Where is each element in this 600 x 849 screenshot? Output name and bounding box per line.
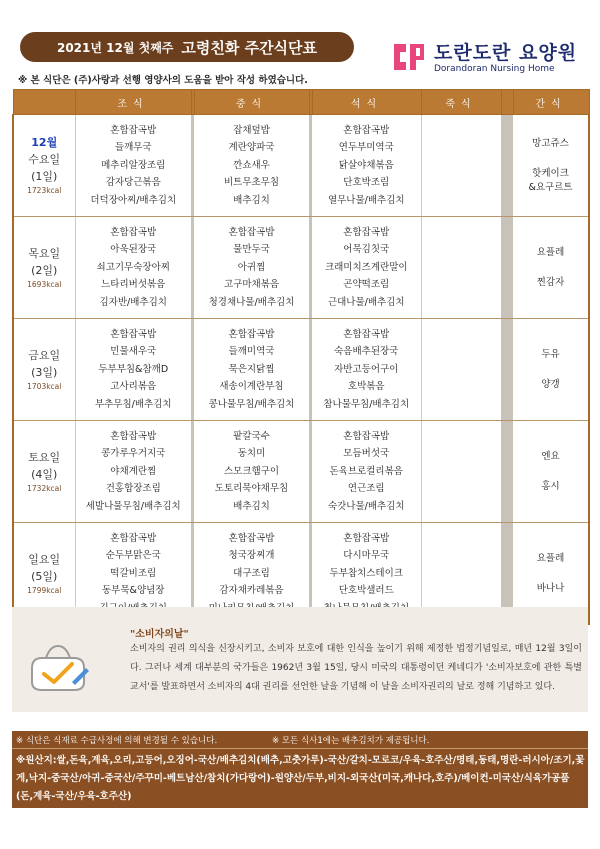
snack-header: 간식 — [513, 90, 589, 115]
day-name: 토요일 — [28, 450, 61, 464]
month-label: 12월 — [31, 136, 58, 149]
menu-item: 아욱된장국 — [110, 244, 157, 256]
menu-item: 혼합잡곡밥 — [110, 124, 157, 136]
breakfast-cell — [75, 115, 191, 217]
day-date: (1일) — [31, 170, 58, 183]
header-spacer — [501, 90, 513, 115]
breakfast-cell — [75, 217, 191, 319]
title-banner — [20, 32, 354, 62]
menu-item: 두부부침&참깨D — [98, 363, 169, 375]
night-cell — [421, 115, 501, 217]
day-date: (4일) — [31, 467, 58, 481]
menu-item: 배추김치 — [233, 194, 270, 206]
menu-item: 혼합잡곡밥 — [110, 532, 157, 544]
menu-item: 동치미 — [237, 448, 266, 460]
lunch-header: 중식 — [194, 90, 309, 115]
snack-item: 망고쥬스 — [532, 137, 569, 149]
menu-item: 세발나물무침/배추김치 — [85, 500, 181, 512]
snack-item: 요플레 — [536, 552, 565, 564]
snack-cell — [513, 217, 589, 319]
calorie-label: 1703kcal — [27, 381, 62, 391]
breakfast-header: 조식 — [75, 90, 191, 115]
menu-item: 배추김치 — [233, 500, 270, 512]
snack-item: 엔요 — [541, 450, 560, 462]
menu-item: 민물새우국 — [110, 346, 157, 358]
calorie-label: 1723kcal — [27, 186, 62, 195]
lunch-cell — [194, 115, 309, 217]
day-cell — [13, 115, 75, 217]
consumer-day-info — [12, 607, 588, 712]
day-row — [13, 115, 589, 217]
menu-item: 혼합잡곡밥 — [343, 124, 390, 136]
night-cell — [421, 421, 501, 523]
lunch-cell — [194, 319, 309, 421]
menu-item: 모듬버섯국 — [343, 448, 390, 460]
menu-item: 닭살야채볶음 — [338, 159, 394, 171]
menu-item: 고구마채볶음 — [223, 279, 280, 291]
menu-item: 떡갈비조림 — [110, 567, 157, 579]
menu-item: 잡채덮밥 — [233, 124, 270, 136]
menu-item: 혼합잡곡밥 — [228, 226, 275, 238]
menu-item: 혼합잡곡밥 — [228, 532, 275, 544]
menu-item: 연근조림 — [347, 483, 385, 495]
snack-item: 찐감자 — [536, 276, 565, 288]
day-name: 수요일 — [28, 153, 61, 166]
menu-item: 곤약떡조림 — [343, 279, 390, 291]
dinner-header: 석식 — [312, 90, 421, 115]
menu-item: 어묵김칫국 — [343, 244, 390, 256]
info-text: 소비자의 권리 의식을 신장시키고, 소비자 보호에 대한 인식을 높이기 위해 제정한 법정기념일로, 매년 12월 3일이다. 그러나 세계 대부분의 국가들은 1962년 3월 15일, 당시 미국의 대통령이던 케네디가 '소비자보호에 관한 특별교서'를 발표하면서 소비자의 4대 권리를 선언한 날을 기념해 이 날을 소비자권리의 날로 정해 기념하고 있다. — [130, 644, 582, 692]
snack-item: 홍시 — [541, 480, 560, 492]
menu-change-note: ※ 식단은 식재료 수급사정에 의해 변경될 수 있습니다. — [16, 736, 218, 746]
menu-item: 고사리볶음 — [110, 381, 157, 393]
menu-item: 혼합잡곡밥 — [110, 430, 157, 442]
night-header: 죽식 — [421, 90, 501, 115]
snack-cell — [513, 421, 589, 523]
dinner-cell — [312, 319, 421, 421]
lunch-cell — [194, 421, 309, 523]
menu-item: 혼합잡곡밥 — [110, 226, 157, 238]
menu-item: 혼합잡곡밥 — [228, 328, 275, 340]
menu-item: 혼합잡곡밥 — [343, 226, 390, 238]
menu-item: 감자채카레볶음 — [219, 585, 284, 597]
dinner-cell — [312, 115, 421, 217]
menu-item: 청경채나물/배추김치 — [208, 296, 295, 308]
kimchi-note: ※ 모든 식사1에는 배추김치가 제공됩니다. — [272, 736, 430, 746]
menu-item: 아귀찜 — [237, 261, 266, 273]
day-row — [13, 319, 589, 421]
day-cell — [13, 217, 75, 319]
breakfast-cell — [75, 421, 191, 523]
menu-item: 혼합잡곡밥 — [110, 328, 157, 340]
menu-item: 깐쇼새우 — [233, 159, 270, 171]
menu-item: 도토리묵야채무침 — [214, 483, 289, 495]
origin-info: ※원산지:쌀,돈육,계육,오리,고등어,오징어-국산/배추김치(배추,고춧가루)-국산/갈치-모로코/우육-호주산/명태,동태,명란-러시아/조기,꽃게,낙지-중국산/아귀-중국산/주꾸미-베트남산/참치(가다랑어)-원양산/두부,비지-외국산(미국,캐나다,호주)/베이컨-미국산/식육가공품(돈,계육-국산/우육-호주산) — [16, 755, 585, 802]
menu-item: 크래미치즈계란말이 — [324, 261, 408, 273]
snack-spacer — [513, 362, 588, 378]
menu-item: 팥칼국수 — [233, 430, 270, 442]
snack-cell — [513, 319, 589, 421]
breakfast-cell — [75, 319, 191, 421]
snack-item: 요플레 — [536, 246, 565, 258]
menu-item: 혼합잡곡밥 — [343, 430, 390, 442]
menu-item: 단호박조림 — [343, 177, 390, 189]
table-header-row — [13, 90, 589, 115]
menu-item: 새송이계란부침 — [219, 381, 284, 393]
day-header — [13, 90, 75, 115]
logo-subtitle: Dorandoran Nursing Home — [434, 64, 555, 74]
day-cell — [13, 421, 75, 523]
dinner-cell — [312, 217, 421, 319]
snack-spacer — [513, 260, 588, 276]
menu-item: 쇠고기무숙장아찌 — [96, 261, 170, 273]
menu-item: 더덕장아찌/배추김치 — [90, 194, 177, 206]
logo-mark-icon — [390, 40, 430, 74]
dinner-cell — [312, 421, 421, 523]
menu-item: 느타리버섯볶음 — [101, 279, 166, 291]
menu-item: 물만두국 — [233, 244, 270, 256]
day-date: (5일) — [31, 569, 58, 583]
logo-name: 도란도란 요양원 — [434, 42, 578, 64]
menu-item: 동부묵&양념장 — [102, 585, 165, 597]
day-row — [13, 217, 589, 319]
calorie-label: 1799kcal — [27, 585, 62, 595]
menu-item: 참나물무침/배추김치 — [323, 398, 410, 410]
menu-item: 호박볶음 — [347, 381, 385, 393]
menu-title: 고령친화 주간식단표 — [181, 38, 318, 57]
calorie-label: 1732kcal — [27, 483, 62, 493]
snack-item: 핫케이크 — [532, 167, 569, 179]
menu-item: 열무나물/배추김치 — [327, 194, 405, 206]
menu-item: 단호박샐러드 — [338, 585, 394, 597]
snack-spacer — [513, 151, 588, 167]
snack-item: &요구르트 — [528, 181, 573, 193]
menu-item: 숙갓나물/배추김치 — [327, 500, 405, 512]
menu-item: 콩가루우거지국 — [101, 448, 166, 460]
day-row — [13, 421, 589, 523]
day-name: 금요일 — [28, 348, 61, 362]
snack-spacer — [513, 566, 588, 582]
clipboard-pencil-icon — [26, 632, 90, 692]
day-date: (3일) — [31, 365, 58, 379]
snack-item: 두유 — [541, 348, 560, 360]
snack-item: 바나나 — [536, 582, 565, 594]
snack-item: 양갱 — [541, 378, 560, 390]
menu-item: 김자반/배추김치 — [99, 296, 167, 308]
column-divider — [501, 115, 513, 217]
menu-item: 청국장찌개 — [228, 550, 275, 562]
menu-item: 스모크햄구이 — [223, 465, 280, 477]
menu-item: 혼합잡곡밥 — [343, 532, 390, 544]
menu-item: 메추리알장조림 — [101, 159, 166, 171]
week-label: 2021년 12월 첫째주 — [56, 40, 174, 55]
menu-item: 야채계란찜 — [110, 465, 157, 477]
menu-item: 묵은지닭찜 — [228, 363, 275, 375]
info-title: "소비자의날" — [130, 629, 189, 640]
day-date: (2일) — [31, 263, 58, 277]
menu-item: 다시마무국 — [343, 550, 390, 562]
menu-item: 대구조림 — [233, 567, 270, 579]
nursing-home-logo — [390, 38, 590, 78]
menu-item: 들깨미역국 — [228, 346, 275, 358]
day-name: 일요일 — [28, 552, 61, 566]
menu-item: 비트무초무침 — [223, 177, 280, 189]
weekly-menu-table — [12, 89, 590, 625]
menu-item: 순두부맑은국 — [105, 550, 161, 562]
column-divider — [501, 421, 513, 523]
column-divider — [501, 217, 513, 319]
menu-item: 부추무침/배추김치 — [94, 398, 172, 410]
calorie-label: 1693kcal — [27, 279, 62, 289]
footer-divider — [12, 748, 588, 749]
source-notice: ※ 본 식단은 (주)사랑과 선행 영양사의 도움을 받아 작성 하였습니다. — [18, 75, 308, 86]
menu-item: 들깨무국 — [114, 142, 152, 154]
menu-item: 자반고등어구이 — [334, 363, 399, 375]
night-cell — [421, 319, 501, 421]
menu-item: 두부참치스테이크 — [329, 567, 403, 579]
footer-notes — [12, 731, 588, 808]
menu-item: 돈육브로컬리볶음 — [329, 465, 403, 477]
menu-item: 건홍합장조림 — [105, 483, 161, 495]
day-name: 목요일 — [28, 246, 61, 260]
menu-item: 콩나물무침/배추김치 — [208, 398, 295, 410]
menu-item: 혼합잡곡밥 — [343, 328, 390, 340]
menu-item: 연두부미역국 — [338, 142, 394, 154]
menu-item: 계란양파국 — [228, 142, 275, 154]
night-cell — [421, 217, 501, 319]
menu-item: 근대나물/배추김치 — [327, 296, 405, 308]
menu-item: 감자당근볶음 — [105, 177, 161, 189]
day-cell — [13, 319, 75, 421]
snack-cell — [513, 115, 589, 217]
menu-item: 숙음배추된장국 — [334, 346, 399, 358]
snack-spacer — [513, 464, 588, 480]
lunch-cell — [194, 217, 309, 319]
column-divider — [501, 319, 513, 421]
